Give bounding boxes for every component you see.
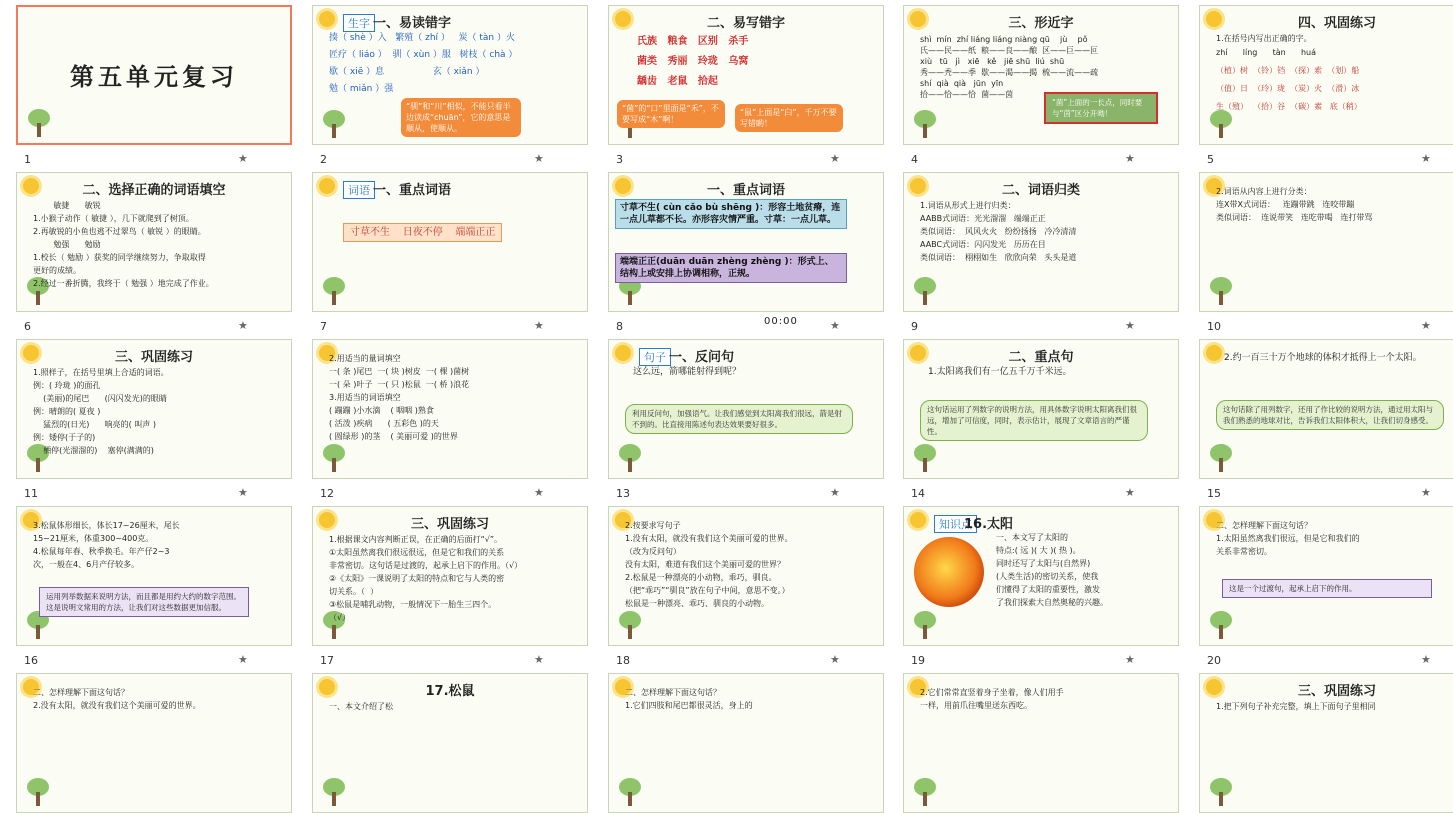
star-icon[interactable]: ★ [238, 486, 248, 499]
slide-text-line: 勉（ miǎn ）强 [329, 84, 394, 94]
slide-text-line: ( 圆绿形 )的茎 ( 美丽可爱 )的世界 [329, 432, 458, 441]
tree-trunk [1219, 458, 1223, 472]
slide-text-line: 类似词语： 风风火火 纷纷扬扬 冷冷清清 [920, 227, 1077, 236]
slide-text-line: 松鼠是一种漂亮、乖巧、驯良的小动物。 [625, 599, 769, 608]
slide-title: 二、选择正确的词语填空 [82, 183, 226, 198]
explanation-box: 利用反问句，加强语气。让我们感觉到太阳离我们很远，箭是射不到的。比直接用陈述句表达效果要好很多。 [625, 404, 853, 434]
tree-icon [1210, 611, 1232, 639]
slide-text-line: 15~21厘米，体重300~400克。 [33, 534, 154, 543]
slide-text-line: 例：( 玲珑 )的面孔 [33, 381, 101, 390]
slide-thumbnail[interactable] [903, 339, 1179, 479]
tree-icon [323, 444, 345, 472]
slide-number: 3 [616, 153, 623, 166]
tree-icon [323, 778, 345, 806]
slide-text-line: 1.照样子，在括号里填上合适的词语。 [33, 368, 169, 377]
tree-trunk [36, 291, 40, 305]
slide-title: 一、重点词语 [706, 183, 785, 198]
slide-title: 四、巩固练习 [1297, 16, 1376, 31]
slide-title: 一、易读错字 [373, 16, 452, 31]
slide-thumbnail[interactable] [312, 506, 588, 646]
slide-number: 7 [320, 320, 327, 333]
slide-number: 16 [24, 654, 38, 667]
slide-text-line: 2.再敏锐的小鱼也逃不过翠鸟（ 敏锐 ）的眼睛。 [33, 227, 206, 236]
star-icon[interactable]: ★ [1125, 486, 1135, 499]
slide-thumbnail[interactable] [903, 506, 1179, 646]
slide-thumbnail[interactable] [312, 172, 588, 312]
slide-text-line: 1.没有太阳，就没有我们这个美丽可爱的世界。 [625, 534, 793, 543]
tree-trunk [1219, 792, 1223, 806]
tree-trunk [923, 124, 927, 138]
tree-icon [1210, 110, 1232, 138]
tree-trunk [36, 458, 40, 472]
slide-text-line: （改为反问句） [625, 547, 681, 556]
slide-number: 15 [1207, 487, 1221, 500]
slide-tag: 知识点 [934, 515, 977, 533]
slide-text-line: ②《太阳》一课说明了太阳的特点和它与人类的密 [329, 574, 505, 583]
slide-text-line: 例：晴朗的( 夏夜 ) [33, 407, 101, 416]
tree-icon [914, 110, 936, 138]
slide-thumbnail[interactable] [903, 5, 1179, 145]
slide-text-line: 2.经过一番折腾，我终于（ 勉强 ）地完成了作业。 [33, 279, 214, 288]
slide-thumbnail[interactable] [1199, 5, 1453, 145]
slide-text-line: 一、本文介绍了松 [329, 702, 393, 711]
slide-text-line: ③松鼠是哺乳动物，一般情况下一胎生三四个。 [329, 600, 497, 609]
slide-text-line: 了我们探索大自然奥秘的兴趣。 [996, 598, 1108, 607]
slide-text-line: xiù tū jì xiē kě jiē shū liú shū [920, 57, 1065, 66]
star-icon[interactable]: ★ [238, 653, 248, 666]
sun-photo [914, 537, 984, 607]
tree-icon [27, 778, 49, 806]
star-icon[interactable]: ★ [830, 486, 840, 499]
slide-thumbnail[interactable] [608, 339, 884, 479]
slide-text-line: ( 蹦蹦 )小水滴 ( 咽咽 )熟食 [329, 406, 434, 415]
slide-number: 4 [911, 153, 918, 166]
slide-text-line: 二、怎样理解下面这句话？ [33, 688, 129, 697]
slide-text-line: 菌类 秀丽 玲珑 乌窝 [637, 56, 749, 67]
slide-text-line: 勉强 勉励 [33, 240, 101, 249]
explanation-box: 这是一个过渡句，起承上启下的作用。 [1222, 579, 1432, 598]
slide-number: 18 [616, 654, 630, 667]
definition-box: 寸草不生( cùn cǎo bù shēng )：形容土地贫瘠，连一点儿草都不长。亦形容灾情严重。寸草：一点儿草。 [615, 199, 847, 229]
slide-text-line: 2.松鼠是一种漂亮的小动物，乖巧，驯良。 [625, 573, 777, 582]
slide-thumbnail[interactable] [903, 673, 1179, 813]
star-icon[interactable]: ★ [830, 152, 840, 165]
sun-icon [910, 512, 926, 528]
slide-subtitle: 1.在括号内写出正确的字。 [1216, 34, 1312, 43]
slide-text-line: 更好的成绩。 [33, 266, 81, 275]
tree-trunk [628, 458, 632, 472]
tip-box: “菌”上面的一长点，同时要与“茵”区分开呦！ [1044, 92, 1158, 124]
tree-icon [28, 109, 50, 137]
slide-text-line: shì mín zhí liáng liáng niàng qū jù pǒ [920, 35, 1088, 44]
slide-text-line: 3.松鼠体形细长，体长17~26厘米，尾长 [33, 521, 180, 530]
slide-number: 13 [616, 487, 630, 500]
slide-thumbnail[interactable] [608, 5, 884, 145]
slide-title: 三、形近字 [1008, 16, 1074, 31]
tree-trunk [36, 625, 40, 639]
slide-text-line: 1.词语从形式上进行归类： [920, 201, 1016, 210]
slide-title: 三、巩固练习 [1297, 684, 1376, 699]
slide-text-line: AABB式词语：光光溜溜 端端正正 [920, 214, 1046, 223]
slide-number: 9 [911, 320, 918, 333]
slide-thumbnail[interactable] [312, 339, 588, 479]
slide-text-line: 1.它们四肢和尾巴都很灵活，身上的 [625, 701, 753, 710]
slide-text-line: 特点:( 远 )( 大 )( 热 )。 [996, 546, 1081, 555]
slide-text-line: 类似词语： 连说带笑 连吃带喝 连打带骂 [1216, 213, 1373, 222]
slide-text-line: （把“乖巧”“驯良”放在句子中间，意思不变。） [625, 586, 790, 595]
slide-thumbnail[interactable] [1199, 506, 1453, 646]
slide-text-line: 二、怎样理解下面这句话？ [1216, 521, 1312, 530]
slide-text-line: ①太阳虽然离我们很远很远，但是它和我们的关系 [329, 548, 505, 557]
star-icon[interactable]: ★ [1125, 319, 1135, 332]
slide-thumbnail[interactable] [16, 339, 292, 479]
slide-text-line: 连X带X式词语： 连蹦带跳 连咬带蹦 [1216, 200, 1355, 209]
slide-tag: 句子 [639, 348, 671, 366]
sun-icon [1206, 345, 1222, 361]
slide-text-line: 氏——民——纸 粮——良——酿 区——巨——叵 [920, 46, 1099, 55]
slide-text-line: 没有太阳，难道有我们这个美丽可爱的世界？ [625, 560, 785, 569]
slide-text-line: 1.校长（ 勉励 ）获奖的同学继续努力，争取取得 [33, 253, 206, 262]
slide-text-line: shí qià qià jūn yīn [920, 79, 1004, 88]
slide-title: 一、反问句 [669, 350, 735, 365]
star-icon[interactable]: ★ [830, 319, 840, 332]
tree-trunk [1219, 291, 1223, 305]
tree-icon [323, 277, 345, 305]
star-icon[interactable]: ★ [1125, 653, 1135, 666]
tree-trunk [628, 625, 632, 639]
tip-bubble: “驯”和“川”相似，不能只看半边读成“chuān”，它的意思是顺从，使顺从。 [401, 98, 521, 137]
slide-text-line: 3.用适当的词语填空 [329, 393, 401, 402]
slide-text-line: 秀——秃——季 歇——渴——揭 梳——流——疏 [920, 68, 1099, 77]
star-icon[interactable]: ★ [238, 319, 248, 332]
slide-text-line: 揍（ shè ）入 繁殖（ zhí ） 炭（ tàn ）火 [329, 33, 515, 43]
slide-text-line: 1.小猴子动作（ 敏捷 ），几下就爬到了树顶。 [33, 214, 194, 223]
tree-icon [1210, 778, 1232, 806]
slide-text-line: 关系非常密切。 [1216, 547, 1272, 556]
tree-icon [619, 778, 641, 806]
tree-trunk [628, 291, 632, 305]
star-icon[interactable]: ★ [830, 653, 840, 666]
tip-bubble-left: “菌”的“口”里面是“禾”，不要写成“木”啊！ [617, 100, 725, 128]
tree-icon [619, 444, 641, 472]
slide-text-line: 非常密切。这句话是过渡的，起承上启下的作用。（√） [329, 561, 523, 570]
slide-number: 8 [616, 320, 623, 333]
slide-text-line: （值）日 （玲）珑 （炭）火 （滑）冰 [1216, 84, 1360, 93]
tree-icon [1210, 444, 1232, 472]
star-icon[interactable]: ★ [534, 486, 544, 499]
slide-text-line: 切关系。（ ） [329, 587, 379, 596]
tree-icon [914, 277, 936, 305]
slide-number: 17 [320, 654, 334, 667]
slide-number: 6 [24, 320, 31, 333]
definition-box: 端端正正(duān duān zhèng zhèng )：形式上、结构上或安排上协调相称，正规。 [615, 253, 847, 283]
slide-thumbnail[interactable] [1199, 673, 1453, 813]
slide-number: 2 [320, 153, 327, 166]
slide-number: 20 [1207, 654, 1221, 667]
slide-text-line: 1.太阳虽然离我们很远，但是它和我们的 [1216, 534, 1360, 543]
slide-text-line: zhí líng tàn huá [1216, 48, 1317, 57]
tree-trunk [36, 792, 40, 806]
tree-trunk [923, 291, 927, 305]
slide-thumbnail[interactable] [16, 172, 292, 312]
slide-thumbnail[interactable] [312, 5, 588, 145]
slide-text-line: 2.用适当的量词填空 [329, 354, 401, 363]
star-icon[interactable]: ★ [1421, 653, 1431, 666]
slide-text-line: 二、怎样理解下面这句话？ [625, 688, 721, 697]
star-icon[interactable]: ★ [1421, 486, 1431, 499]
sun-icon [319, 178, 335, 194]
sun-icon [319, 11, 335, 27]
slide-text-line: 同时还写了太阳与(自然界) [996, 559, 1091, 568]
slide-title: 16.太阳 [964, 517, 1014, 532]
slide-number: 10 [1207, 320, 1221, 333]
slide-thumbnail[interactable] [16, 673, 292, 813]
slide-text-line: AABC式词语：闪闪发光 历历在目 [920, 240, 1046, 249]
tree-trunk [923, 792, 927, 806]
slide-thumbnail[interactable] [1199, 339, 1453, 479]
slide-text-line: 匠疗（ liáo ） 驯（ xùn ）服 树枝（ chà ） [329, 50, 518, 60]
slide-text-line: 2.没有太阳，就没有我们这个美丽可爱的世界。 [33, 701, 201, 710]
tree-trunk [1219, 124, 1223, 138]
slide-thumbnail[interactable] [903, 172, 1179, 312]
slide-main-title: 第五单元复习 [70, 63, 238, 91]
slide-number: 1 [24, 153, 31, 166]
tree-trunk [923, 625, 927, 639]
slide-text-line: (美丽)的尾巴 (闪闪发光)的眼睛 [33, 394, 167, 403]
slide-thumbnail[interactable] [1199, 172, 1453, 312]
slide-text-line: 敏捷 敏锐 [33, 201, 101, 210]
star-icon[interactable]: ★ [534, 152, 544, 165]
tree-trunk [923, 458, 927, 472]
slide-number: 5 [1207, 153, 1214, 166]
star-icon[interactable]: ★ [1421, 319, 1431, 332]
tree-icon [914, 444, 936, 472]
slide-text-line: 这么远，箭哪能射得到呢？ [633, 367, 742, 377]
slide-title: 17.松鼠 [425, 684, 475, 699]
slide-number: 14 [911, 487, 925, 500]
tree-icon [914, 778, 936, 806]
explanation-box: 运用列举数据来说明方法，而且都是用约大约的数字范围。这是说明文常用的方法，让我们对这些数据更加信服。 [39, 587, 249, 617]
slide-thumbnail[interactable] [16, 506, 292, 646]
slide-text-line: 1.把下列句子补充完整，填上下面句子里相同 [1216, 702, 1376, 711]
slide-text-line: 例：矮停(于子的) [33, 433, 96, 442]
slide-title: 二、词语归类 [1001, 183, 1080, 198]
slide-text-line: 猛烈的(日光) 响亮的( 叫声 ) [33, 420, 156, 429]
slide-text-line: （√） [329, 613, 351, 622]
slide-title: 三、巩固练习 [410, 517, 489, 532]
slide-text-line: 4.松鼠每年春、秋季换毛。年产仔2~3 [33, 547, 170, 556]
slide-text-line: 一( 朵 )叶子 一( 只 )松鼠 一( 桥 )浪花 [329, 380, 470, 389]
slide-text-line: ( 活泼 )疾病 ( 五彩色 )的天 [329, 419, 439, 428]
slide-text-line: 歇（ xiē ）息 玄（ xiǎn ） [329, 67, 485, 77]
slide-tag: 生字 [343, 14, 375, 32]
slide-title: 二、重点句 [1008, 350, 1074, 365]
slide-tag: 词语 [343, 181, 375, 199]
slide-text-line: 一( 条 )尾巴 一( 块 )树皮 一( 棵 )菌树 [329, 367, 470, 376]
star-icon[interactable]: ★ [1421, 152, 1431, 165]
slide-text-line: 拾——恰——恰 菌——茵 [920, 90, 1014, 99]
star-icon[interactable]: ★ [534, 319, 544, 332]
tree-icon [323, 110, 345, 138]
slide-text-line: 2.词语从内容上进行分类： [1216, 187, 1312, 196]
slide-text-line: 氏族 粮食 区别 杀手 [637, 36, 749, 47]
slide-title: 一、重点词语 [373, 183, 452, 198]
slide-text-line: 栖停(光溜溜的) 塞停(满满的) [33, 446, 154, 455]
star-icon[interactable]: ★ [534, 653, 544, 666]
slide-number: 12 [320, 487, 334, 500]
slide-text-line: 龋齿 老鼠 拾起 [637, 76, 718, 87]
slide-thumbnail[interactable] [608, 172, 884, 312]
tree-trunk [332, 124, 336, 138]
slide-text-line: （植）树 （铃）铛 （探）索 （划）船 [1216, 66, 1360, 75]
slide-thumbnail[interactable] [312, 673, 588, 813]
slide-text-line: 生（殖） （拾）谷 （碳）素 底（稍） [1216, 102, 1362, 111]
slide-text-line: 们懂得了太阳的重要性，激发 [996, 585, 1100, 594]
tree-trunk [628, 792, 632, 806]
slide-number: 19 [911, 654, 925, 667]
timer-readout: 00:00 [764, 316, 798, 327]
star-icon[interactable]: ★ [1125, 152, 1135, 165]
slide-text-line: 一样，用前爪往嘴里送东西吃。 [920, 701, 1032, 710]
tree-icon [619, 611, 641, 639]
slide-thumbnail[interactable] [16, 5, 292, 145]
slide-text-line: 2.约一百三十万个地球的体积才抵得上一个太阳。 [1224, 353, 1422, 363]
tip-bubble-right: “鼠”上面是“臼”，千万不要写错喲！ [735, 104, 843, 132]
slide-text-line: 2.它们常常直竖着身子坐着，像人们用手 [920, 688, 1064, 697]
explanation-box: 这句话运用了列数字的说明方法，用具体数字说明太阳离我们很远，增加了可信度，同时，表示估计，展现了文章语言的严谨性。 [920, 400, 1148, 441]
slide-text-line: 次，一般在4、6月产仔较多。 [33, 560, 140, 569]
tree-trunk [332, 792, 336, 806]
tree-trunk [1219, 625, 1223, 639]
slide-text-line: 一、本文写了太阳的 [996, 533, 1068, 542]
tree-icon [1210, 277, 1232, 305]
slide-text-line: 2.按要求写句子 [625, 521, 681, 530]
slide-number: 11 [24, 487, 38, 500]
tree-trunk [332, 291, 336, 305]
tree-trunk [332, 458, 336, 472]
slide-thumbnail[interactable] [608, 506, 884, 646]
tree-trunk [332, 625, 336, 639]
slide-text-line: 1.根据课文内容判断正误，在正确的后面打“√”。 [329, 535, 503, 544]
explanation-box: 这句话除了用列数字，还用了作比较的说明方法，通过用太阳与我们熟悉的地球对比，告诉我们太阳体积大，让我们切身感受。 [1216, 400, 1444, 430]
sun-icon [615, 345, 631, 361]
slide-text-line: 寸草不生 日夜不停 端端正正 [343, 223, 502, 242]
slide-text-line: 类似词语： 栩栩如生 欣欣向荣 头头是道 [920, 253, 1077, 262]
star-icon[interactable]: ★ [238, 152, 248, 165]
slide-text-line: (人类生活)的密切关系，使我 [996, 572, 1099, 581]
slide-title: 二、易写错字 [706, 16, 785, 31]
slide-text-line: 1.太阳离我们有一亿五千万千米远。 [928, 367, 1072, 377]
slide-thumbnail[interactable] [608, 673, 884, 813]
tree-trunk [37, 123, 41, 137]
tree-icon [914, 611, 936, 639]
slide-title: 三、巩固练习 [114, 350, 193, 365]
